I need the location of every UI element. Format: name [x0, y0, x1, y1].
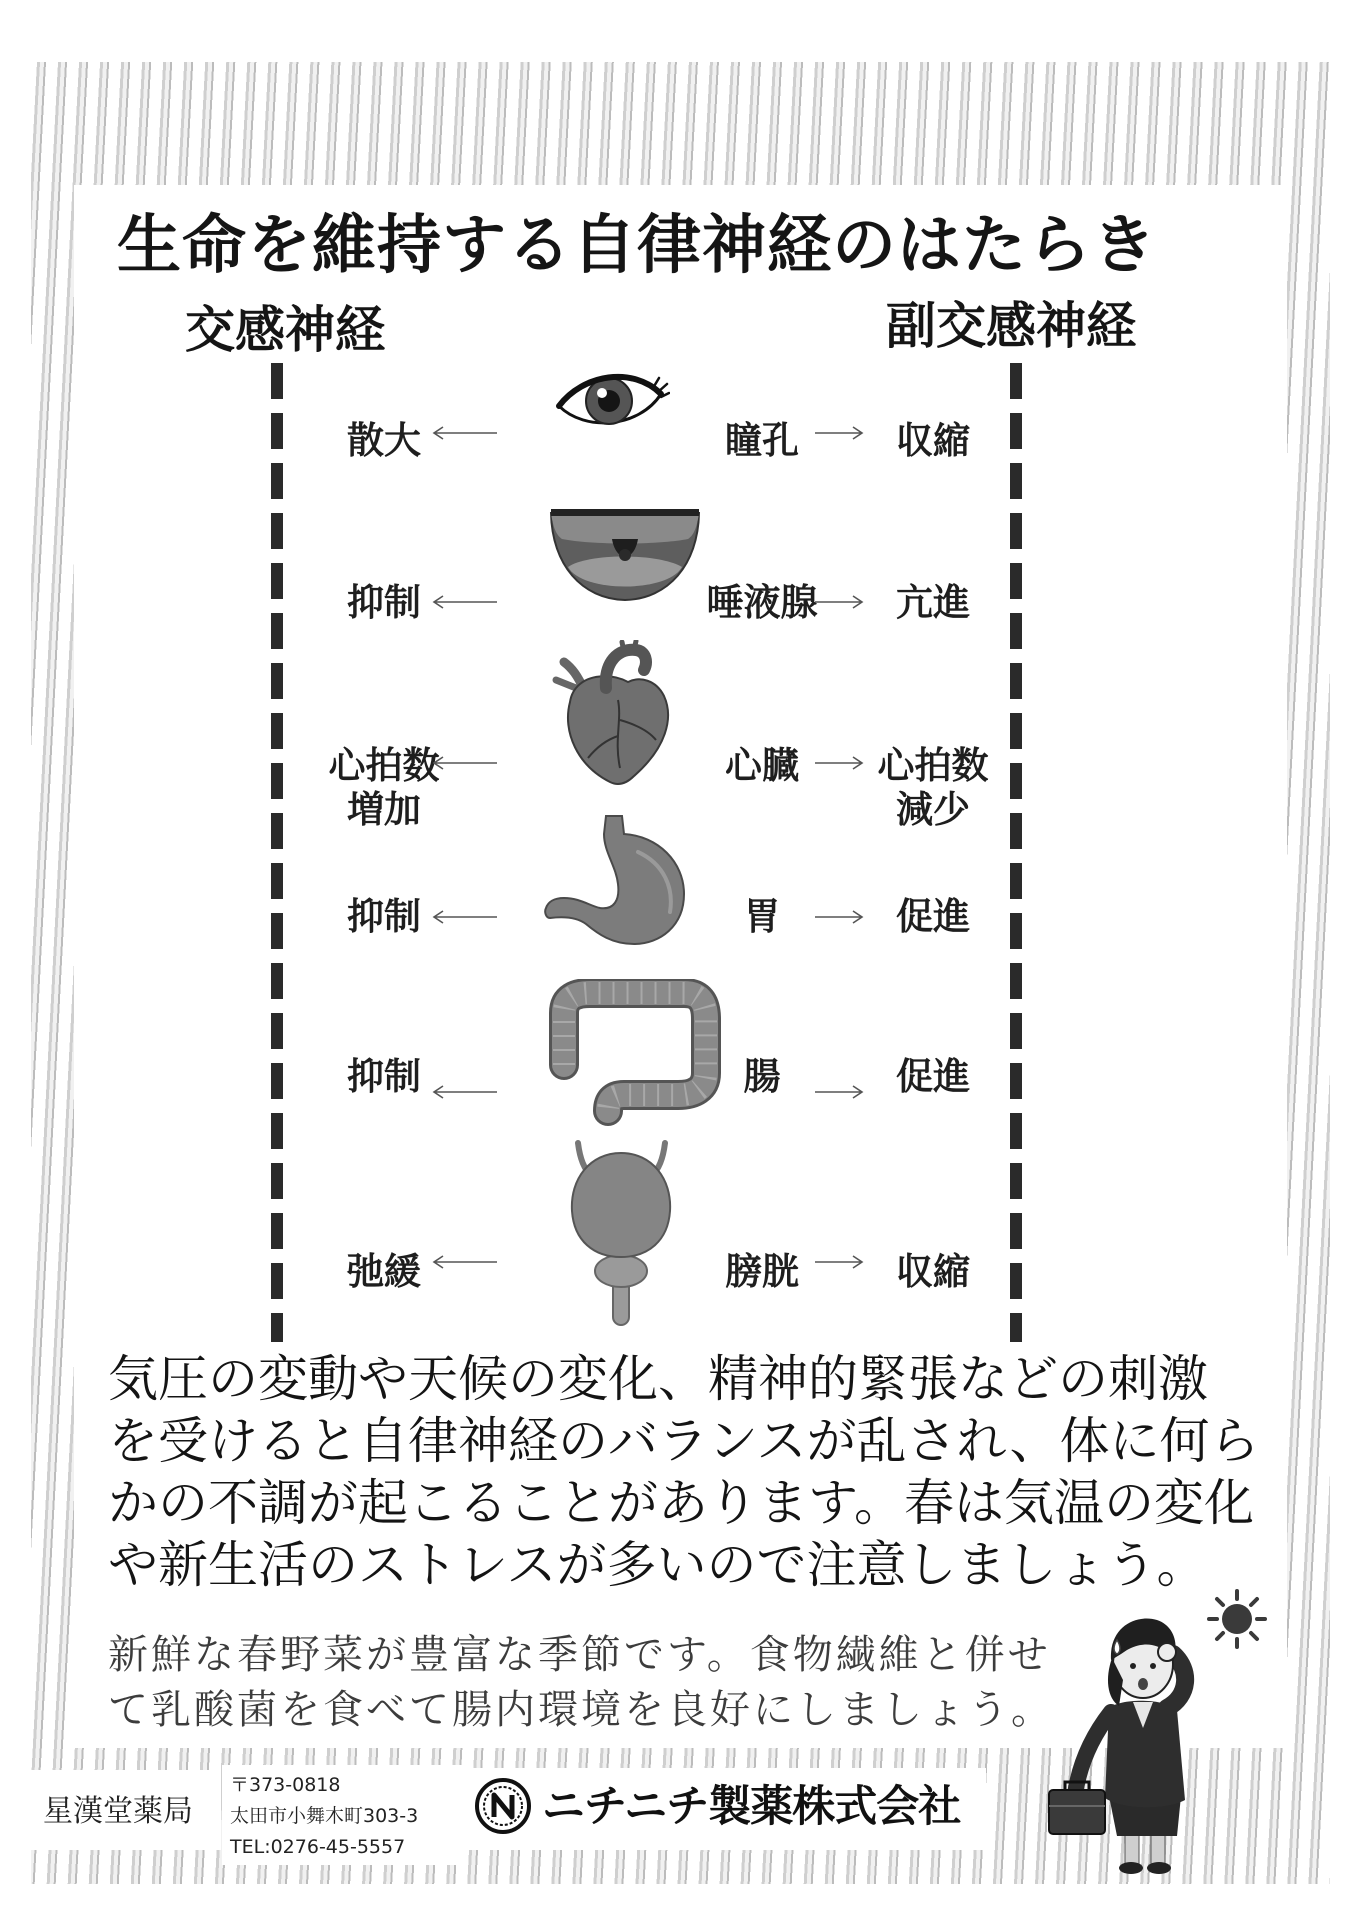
parasympathetic-effect-stomach: 促進: [896, 895, 970, 938]
parasympathetic-effect-pupil: 収縮: [896, 419, 970, 462]
parasympathetic-heading: 副交感神経: [886, 297, 1136, 355]
arrow-right-icon: [813, 1084, 865, 1100]
bladder-icon: [566, 1139, 677, 1329]
arrow-left-icon: [431, 755, 499, 771]
mouth-icon: [548, 505, 702, 603]
arrow-left-icon: [431, 1254, 499, 1270]
address: 太田市小舞木町303-3: [230, 1805, 419, 1827]
sympathetic-dashed-line: [271, 363, 283, 1342]
organ-label-bladder: 膀胱: [725, 1250, 799, 1293]
tip-line: て乳酸菌を食べて腸内環境を良好にしましょう。: [108, 1687, 1054, 1733]
sympathetic-effect-pupil: 散大: [347, 419, 421, 462]
arrow-left-icon: [431, 909, 499, 925]
parasympathetic-effect-intestine: 促進: [896, 1055, 970, 1098]
nichinichi-logo-icon: [474, 1777, 532, 1835]
organ-label-pupil: 瞳孔: [725, 419, 799, 462]
organ-label-saliva: 唾液腺: [706, 581, 818, 624]
parasympathetic-dashed-line: [1010, 363, 1022, 1342]
arrow-right-icon: [813, 755, 865, 771]
stressed-businesswoman-icon: [1047, 1600, 1231, 1877]
sympathetic-effect-intestine: 抑制: [347, 1055, 421, 1098]
sympathetic-effect-saliva: 抑制: [347, 581, 421, 624]
health-tip-paragraph: [108, 1628, 1054, 1738]
arrow-left-icon: [431, 594, 499, 610]
phone-number: TEL:0276-45-5557: [230, 1836, 406, 1858]
tip-line: 新鮮な春野菜が豊富な季節です。食物繊維と併せ: [108, 1632, 1051, 1678]
organ-label-stomach: 胃: [743, 895, 781, 938]
postal-code: 〒373-0818: [230, 1774, 341, 1796]
arrow-right-icon: [813, 1254, 865, 1270]
explanation-line: 気圧の変動や天候の変化、精神的緊張などの刺激: [108, 1350, 1208, 1408]
sympathetic-heading: 交感神経: [185, 301, 385, 359]
explanation-line: かの不調が起こることがあります。春は気温の変化: [108, 1474, 1254, 1532]
pharmacy-name: 星漢堂薬局: [43, 1794, 193, 1829]
arrow-left-icon: [431, 425, 499, 441]
arrow-right-icon: [813, 909, 865, 925]
sympathetic-effect-stomach: 抑制: [347, 895, 421, 938]
sympathetic-effect-heart: 心拍数 増加: [328, 744, 440, 831]
explanation-line: や新生活のストレスが多いので注意しましょう。: [108, 1536, 1207, 1594]
explanation-paragraph: [108, 1348, 1260, 1596]
arrow-left-icon: [431, 1084, 499, 1100]
heart-icon: [548, 640, 677, 788]
stomach-icon: [542, 812, 690, 948]
sympathetic-effect-bladder: 弛緩: [347, 1250, 421, 1293]
company-name: ニチニチ製薬株式会社: [542, 1782, 961, 1832]
intestine-icon: [542, 979, 726, 1126]
parasympathetic-effect-bladder: 収縮: [896, 1250, 970, 1293]
arrow-right-icon: [813, 594, 865, 610]
parasympathetic-effect-saliva: 亢進: [896, 581, 970, 624]
parasympathetic-effect-heart: 心拍数 減少: [877, 744, 989, 831]
arrow-right-icon: [813, 425, 865, 441]
page-title: 生命を維持する自律神経のはたらき: [117, 209, 1157, 283]
organ-label-intestine: 腸: [743, 1055, 781, 1098]
organ-label-heart: 心臓: [725, 744, 799, 787]
explanation-line: を受けると自律神経のバランスが乱され、体に何ら: [108, 1412, 1260, 1470]
eye-icon: [553, 366, 670, 434]
